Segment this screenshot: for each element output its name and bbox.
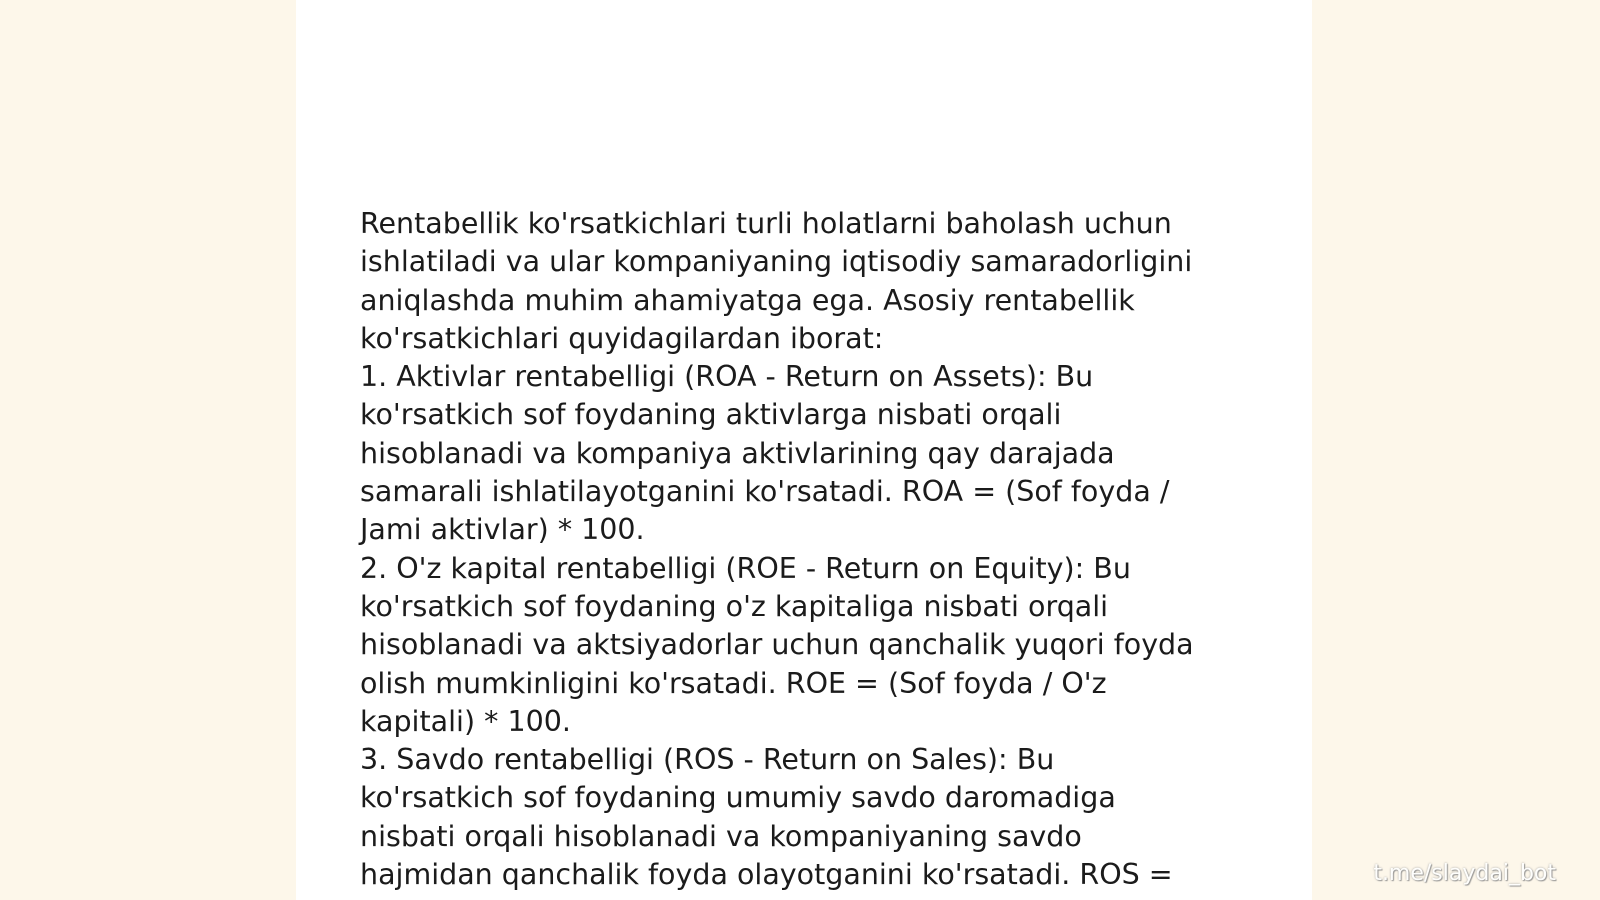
text-line: hisoblanadi va aktsiyadorlar uchun qanchalik yuqori foyda [360, 628, 1194, 662]
text-line: ko'rsatkichlari quyidagilardan iborat: [360, 321, 884, 355]
slide-page [296, 0, 1312, 900]
text-line: ishlatiladi va ular kompaniyaning iqtisodiy samaradorligini [360, 245, 1193, 279]
text-line: 3. Savdo rentabelligi (ROS - Return on Sales): Bu [360, 743, 1055, 777]
text-line: ko'rsatkich sof foydaning aktivlarga nisbati orqali [360, 398, 1062, 432]
text-line: nisbati orqali hisoblanadi va kompaniyaning savdo [360, 819, 1082, 853]
slide-body-text [360, 205, 1260, 894]
text-line: 1. Aktivlar rentabelligi (ROA - Return on Assets): Bu [360, 360, 1094, 394]
text-line: olish mumkinligini ko'rsatadi. ROE = (Sof foyda / O'z [360, 666, 1107, 700]
text-line: Jami aktivlar) * 100. [360, 513, 645, 547]
text-line: 2. O'z kapital rentabelligi (ROE - Return on Equity): Bu [360, 551, 1131, 585]
text-line: ko'rsatkich sof foydaning o'z kapitaliga nisbati orqali [360, 589, 1109, 623]
text-line: hisoblanadi va kompaniya aktivlarining qay darajada [360, 436, 1115, 470]
watermark-link: t.me/slaydai_bot [1373, 861, 1556, 886]
text-line: ko'rsatkich sof foydaning umumiy savdo daromadiga [360, 781, 1116, 815]
text-line: kapitali) * 100. [360, 704, 571, 738]
text-line: hajmidan qanchalik foyda olayotganini ko'rsatadi. ROS = [360, 858, 1173, 892]
text-line: Rentabellik ko'rsatkichlari turli holatlarni baholash uchun [360, 207, 1172, 240]
text-line: samarali ishlatilayotganini ko'rsatadi. ROA = (Sof foyda / [360, 475, 1170, 509]
text-line: aniqlashda muhim ahamiyatga ega. Asosiy rentabellik [360, 283, 1135, 317]
